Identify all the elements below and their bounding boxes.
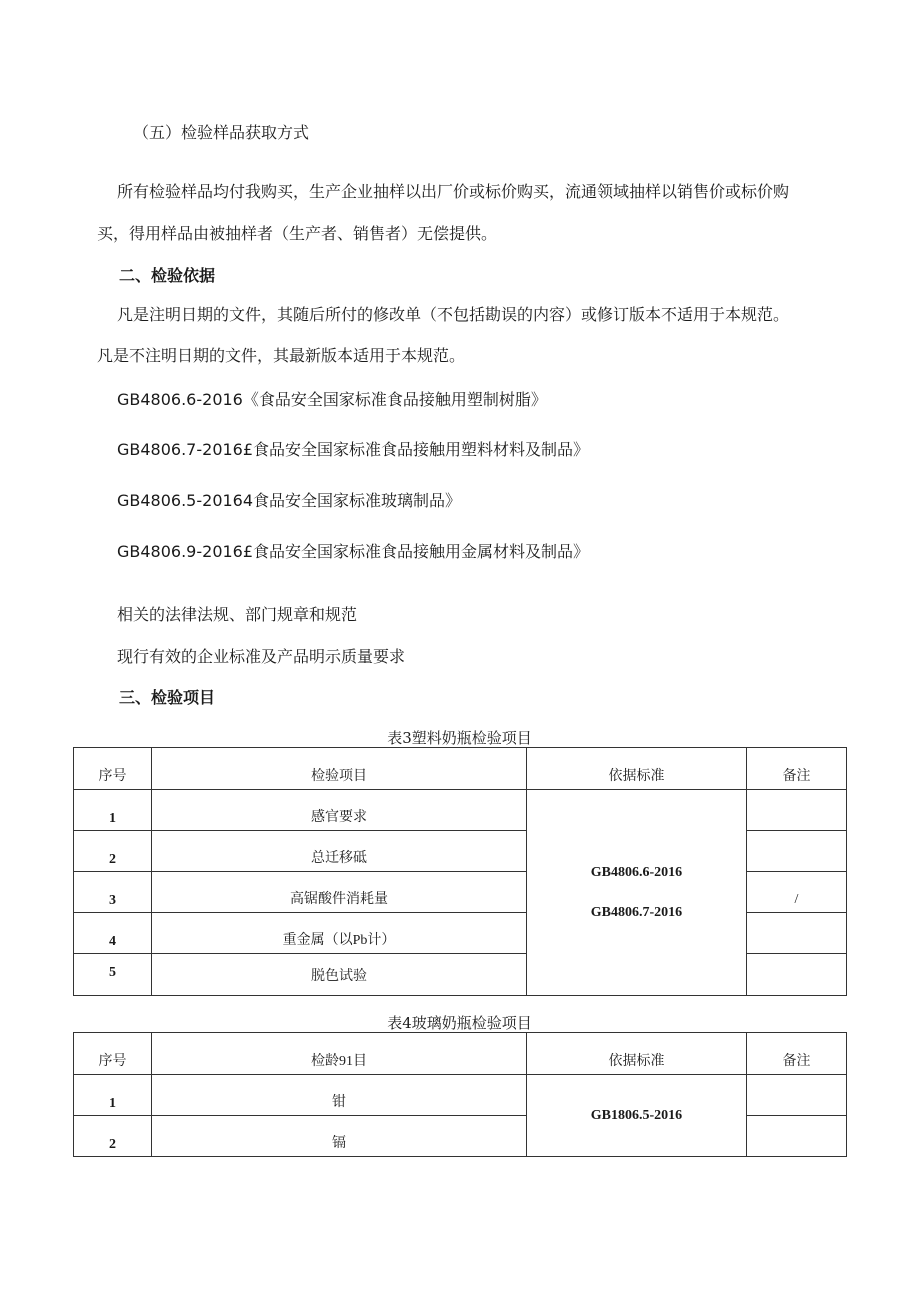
basis-paragraph-line-2: 凡是不注明日期的文件，其最新版本适用于本规范。 bbox=[97, 346, 466, 365]
basis-paragraph-line-1: 凡是注明日期的文件，其随后所付的修改单（不包括勘误的内容）或修订版本不适用于本规范。 bbox=[117, 305, 790, 324]
table3-row4-no: 4 bbox=[74, 913, 152, 954]
table4-row1-item: 钳 bbox=[152, 1075, 527, 1116]
table3-row1-remark bbox=[747, 790, 847, 831]
table3-basis-2: GB4806.7-2016 bbox=[590, 904, 683, 920]
table3-row2-item: 总迁移砥 bbox=[152, 831, 527, 872]
table3-header-remark: 备注 bbox=[747, 748, 847, 790]
enterprise-standards-line: 现行有效的企业标准及产品明示质量要求 bbox=[117, 647, 406, 666]
table4-header-basis: 依据标准 bbox=[527, 1033, 747, 1075]
table4-header-remark: 备注 bbox=[747, 1033, 847, 1075]
table3-row3-item: 高锯酸件消耗量 bbox=[152, 872, 527, 913]
table3-row5-remark bbox=[747, 954, 847, 996]
table3-row5-item: 脱色试验 bbox=[152, 954, 527, 996]
table4 bbox=[73, 1032, 847, 1157]
table3-basis-cell bbox=[527, 790, 747, 996]
table4-header-item: 检龄91目 bbox=[152, 1033, 527, 1075]
table-row bbox=[74, 1075, 847, 1116]
sampling-paragraph-line-1: 所有检验样品均付我购买，生产企业抽样以出厂价或标价购买，流通领域抽样以销售价或标价购 bbox=[117, 182, 790, 201]
standard-line-2: GB4806.7-2016£食品安全国家标准食品接触用塑料材料及制品》 bbox=[117, 440, 590, 459]
table4-caption: 表4玻璃奶瓶检验项目 bbox=[387, 1014, 532, 1032]
table3-basis-1: GB4806.6-2016 bbox=[590, 864, 683, 880]
table4-row2-remark bbox=[747, 1116, 847, 1157]
table4-header-no: 序号 bbox=[74, 1033, 152, 1075]
standard-line-4: GB4806.9-2016£食品安全国家标准食品接触用金属材料及制品》 bbox=[117, 542, 590, 561]
table3-caption: 表3塑料奶瓶检验项目 bbox=[387, 729, 532, 747]
table3-row3-remark: / bbox=[747, 872, 847, 913]
section-3-heading: 三、检验项目 bbox=[119, 688, 216, 707]
related-laws-line: 相关的法律法规、部门规章和规范 bbox=[117, 605, 358, 624]
table3-header-no: 序号 bbox=[74, 748, 152, 790]
table3-row2-no: 2 bbox=[74, 831, 152, 872]
table3-row3-no: 3 bbox=[74, 872, 152, 913]
table4-basis-cell: GB1806.5-2016 bbox=[527, 1075, 747, 1157]
standard-line-3: GB4806.5-20164食品安全国家标准玻璃制品》 bbox=[117, 491, 462, 510]
table4-row1-remark bbox=[747, 1075, 847, 1116]
table4-row2-no: 2 bbox=[74, 1116, 152, 1157]
table3-row1-no: 1 bbox=[74, 790, 152, 831]
section-2-heading: 二、检验依据 bbox=[119, 266, 216, 285]
table3-row2-remark bbox=[747, 831, 847, 872]
table3-row1-item: 感官要求 bbox=[152, 790, 527, 831]
table3-header-row bbox=[74, 748, 847, 790]
table4-row1-no: 1 bbox=[74, 1075, 152, 1116]
table3 bbox=[73, 747, 847, 996]
table3-row5-no: 5 bbox=[74, 954, 152, 996]
table3-header-basis: 依据标准 bbox=[527, 748, 747, 790]
section-5-heading: （五）检验样品获取方式 bbox=[133, 123, 310, 142]
table3-header-item: 检验项目 bbox=[152, 748, 527, 790]
standard-line-1: GB4806.6-2016《食品安全国家标准食品接触用塑制树脂》 bbox=[117, 390, 547, 409]
table3-row4-remark bbox=[747, 913, 847, 954]
table3-row4-item: 重金属（以Pb计） bbox=[152, 913, 527, 954]
table4-row2-item: 镉 bbox=[152, 1116, 527, 1157]
table4-header-row bbox=[74, 1033, 847, 1075]
sampling-paragraph-line-2: 买，得用样品由被抽样者（生产者、销售者）无偿提供。 bbox=[97, 224, 498, 243]
table-row bbox=[74, 790, 847, 831]
